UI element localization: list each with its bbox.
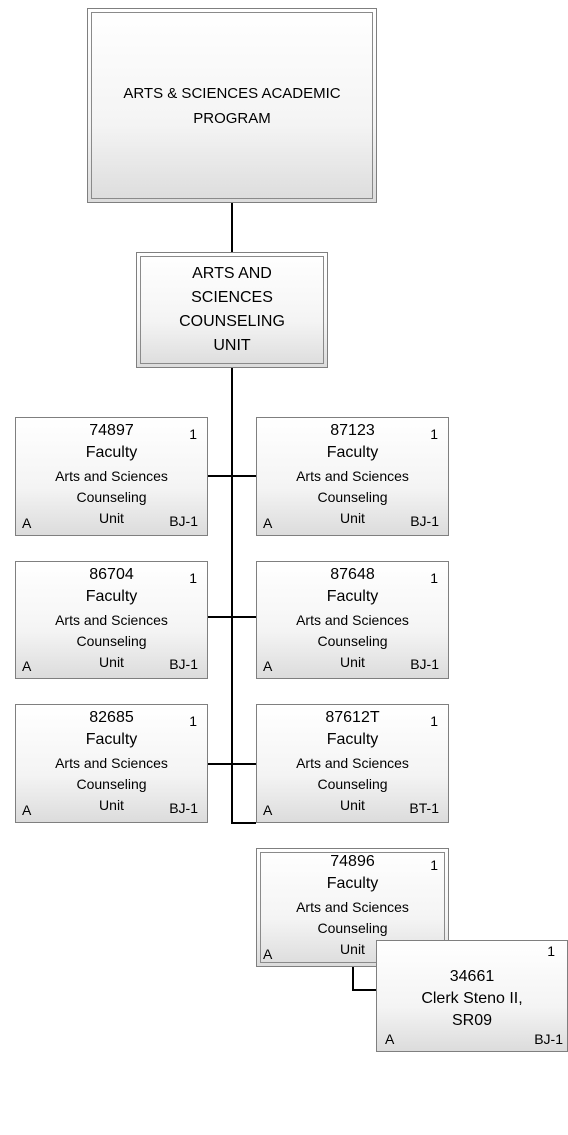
position-count: 1 [430, 713, 438, 729]
program-title [109, 81, 354, 131]
position-class: BJ-1 [169, 656, 198, 672]
position-box-87612t[interactable] [256, 704, 449, 823]
position-class: BJ-1 [169, 513, 198, 529]
position-class: BJ-1 [410, 656, 439, 672]
unit-title-line-1: ARTS AND [192, 265, 272, 282]
position-count: 1 [189, 713, 197, 729]
position-number: 74896 [330, 853, 375, 870]
position-title-line-2: SR09 [451, 1012, 493, 1029]
position-number: 86704 [89, 566, 134, 583]
position-status: A [22, 658, 32, 674]
position-title-line-1: Clerk Steno II, [421, 990, 523, 1007]
position-count: 1 [430, 570, 438, 586]
position-org-line-1: Arts and Sciences [296, 755, 409, 771]
position-box-87123[interactable] [256, 417, 449, 536]
position-class: BT-1 [409, 800, 439, 816]
position-status: A [263, 802, 273, 818]
unit-title-line-2: SCIENCES [191, 289, 273, 306]
position-status: A [22, 802, 32, 818]
position-title: Faculty [326, 588, 379, 605]
position-count: 1 [189, 570, 197, 586]
unit-title [173, 262, 291, 358]
position-org-line-2: Counseling [76, 776, 147, 792]
position-org-line-1: Arts and Sciences [55, 755, 168, 771]
position-number: 87123 [330, 422, 375, 439]
position-title: Faculty [85, 731, 138, 748]
position-class: BJ-1 [410, 513, 439, 529]
position-number: 74897 [89, 422, 134, 439]
position-count: 1 [547, 943, 555, 959]
unit-title-line-4: UNIT [213, 337, 251, 354]
position-number: 87612T [325, 709, 380, 726]
unit-box[interactable] [136, 252, 328, 368]
position-org-line-1: Arts and Sciences [296, 468, 409, 484]
position-org-line-1: Arts and Sciences [296, 612, 409, 628]
position-org-line-1: Arts and Sciences [296, 899, 409, 915]
position-box-82685[interactable] [15, 704, 208, 823]
position-box-86704[interactable] [15, 561, 208, 679]
position-org-line-2: Counseling [76, 633, 147, 649]
position-status: A [263, 515, 273, 531]
position-number: 34661 [449, 968, 495, 985]
position-org-line-3: Unit [340, 510, 365, 526]
program-title-line-2: PROGRAM [193, 109, 271, 127]
position-org-line-3: Unit [99, 510, 124, 526]
position-count: 1 [430, 426, 438, 442]
position-title: Faculty [85, 588, 138, 605]
position-number: 87648 [330, 566, 375, 583]
position-org-line-2: Counseling [317, 920, 388, 936]
position-org-line-1: Arts and Sciences [55, 612, 168, 628]
position-class: BJ-1 [169, 800, 198, 816]
position-number: 82685 [89, 709, 134, 726]
position-count: 1 [189, 426, 197, 442]
position-title: Faculty [326, 444, 379, 461]
position-class: BJ-1 [534, 1031, 563, 1047]
position-title: Faculty [326, 731, 379, 748]
unit-title-line-3: COUNSELING [179, 313, 285, 330]
position-org-line-3: Unit [340, 797, 365, 813]
position-org-line-3: Unit [99, 797, 124, 813]
position-box-87648[interactable] [256, 561, 449, 679]
position-org-line-2: Counseling [317, 776, 388, 792]
position-org-line-3: Unit [340, 941, 365, 957]
position-status: A [22, 515, 32, 531]
position-status: A [263, 658, 273, 674]
position-org-line-2: Counseling [317, 633, 388, 649]
position-status: A [263, 946, 273, 962]
position-title: Faculty [85, 444, 138, 461]
position-box-74897[interactable] [15, 417, 208, 536]
position-count: 1 [430, 857, 438, 873]
position-org-line-1: Arts and Sciences [55, 468, 168, 484]
program-title-line-1: ARTS & SCIENCES ACADEMIC [123, 84, 341, 102]
position-org-line-2: Counseling [76, 489, 147, 505]
position-box-34661[interactable] [376, 940, 568, 1052]
position-org-line-3: Unit [99, 654, 124, 670]
program-box[interactable] [87, 8, 377, 203]
position-title: Faculty [326, 875, 379, 892]
position-status: A [385, 1031, 395, 1047]
position-org-line-3: Unit [340, 654, 365, 670]
position-org-line-2: Counseling [317, 489, 388, 505]
